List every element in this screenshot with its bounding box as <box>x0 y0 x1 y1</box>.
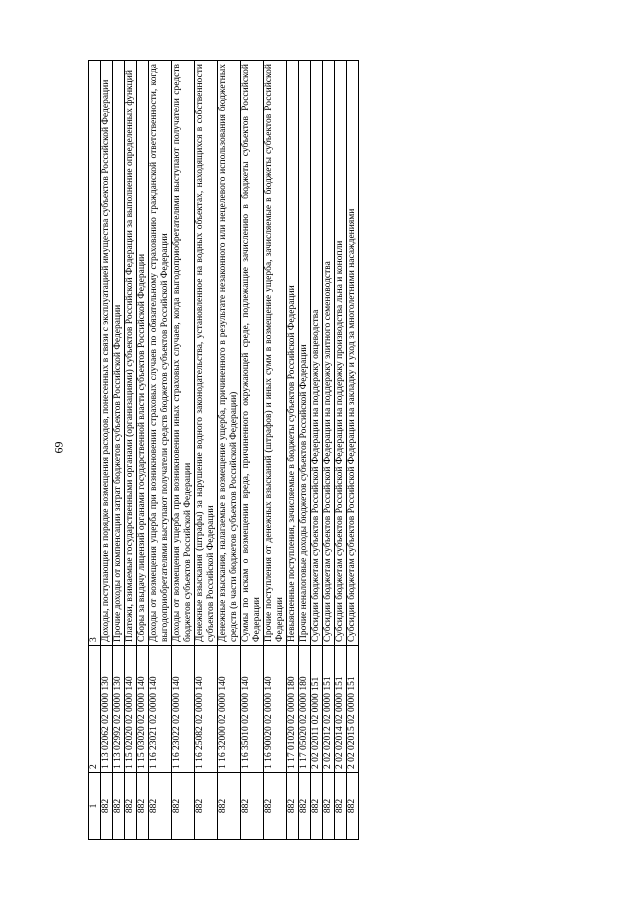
budget-code-cell: 2 02 02011 02 0000 151 <box>311 646 323 773</box>
table-row <box>299 61 311 840</box>
admin-code-cell: 882 <box>264 773 287 840</box>
table-row <box>241 61 264 840</box>
table-row <box>347 61 359 840</box>
table-row <box>264 61 287 840</box>
budget-code-cell: 2 02 02012 02 0000 151 <box>323 646 335 773</box>
admin-code-cell: 882 <box>347 773 359 840</box>
admin-code-cell: 882 <box>149 773 172 840</box>
header-col-3: 3 <box>89 61 101 646</box>
admin-code-cell: 882 <box>101 773 113 840</box>
budget-code-cell: 1 17 01020 02 0000 180 <box>287 646 299 773</box>
admin-code-cell: 882 <box>113 773 125 840</box>
revenue-name-cell: Субсидии бюджетам субъектов Российской Федерации на поддержку элитного семеноводства <box>323 61 335 646</box>
budget-code-cell: 2 02 02015 02 0000 151 <box>347 646 359 773</box>
revenue-name-cell: Доходы от возмещения ущерба при возникновении иных страховых случаев, когда выгодоприобретателями выступают получатели средств бюджетов субъектов Российской Федерации <box>172 61 195 646</box>
revenue-name-cell: Субсидии бюджетам субъектов Российской Федерации на поддержку овцеводства <box>311 61 323 646</box>
admin-code-cell: 882 <box>172 773 195 840</box>
budget-code-cell: 1 13 02992 02 0000 130 <box>113 646 125 773</box>
table-row <box>323 61 335 840</box>
admin-code-cell: 882 <box>125 773 137 840</box>
admin-code-cell: 882 <box>241 773 264 840</box>
budget-code-cell: 1 16 23021 02 0000 140 <box>149 646 172 773</box>
revenue-name-cell: Прочие доходы от компенсации затрат бюджетов субъектов Российской Федерации <box>113 61 125 646</box>
revenue-name-cell: Доходы, поступающие в порядке возмещения расходов, понесенных в связи с эксплуатацией имущества субъектов Российской Федерации <box>101 61 113 646</box>
table-row <box>101 61 113 840</box>
budget-code-cell: 1 16 32000 02 0000 140 <box>218 646 241 773</box>
revenue-name-cell: Прочие поступления от денежных взысканий (штрафов) и иных сумм в возмещение ущерба, зачисляемые в бюджеты субъектов Российской Федерации <box>264 61 287 646</box>
table-row <box>195 61 218 840</box>
budget-code-cell: 1 13 02062 02 0000 130 <box>101 646 113 773</box>
revenue-name-cell: Сборы за выдачу лицензий органами государственной власти субъектов Российской Федерации <box>137 61 149 646</box>
revenue-name-cell: Субсидии бюджетам субъектов Российской Федерации на поддержку производства льна и конопли <box>335 61 347 646</box>
admin-code-cell: 882 <box>287 773 299 840</box>
revenue-name-cell: Денежные взыскания (штрафы) за нарушение водного законодательства, установленное на водных объектах, находящихся в собственности субъектов Российской Федерации <box>195 61 218 646</box>
revenue-name-cell: Суммы по искам о возмещении вреда, причиненного окружающей среде, подлежащие зачислению в бюджеты субъектов Российской Федерации <box>241 61 264 646</box>
page-number: 69 <box>51 441 66 454</box>
budget-code-cell: 1 16 35010 02 0000 140 <box>241 646 264 773</box>
budget-code-cell: 1 16 23022 02 0000 140 <box>172 646 195 773</box>
revenue-codes-table <box>88 60 359 840</box>
header-col-1: 1 <box>89 773 101 840</box>
table-row <box>149 61 172 840</box>
revenue-name-cell: Денежные взыскания, налагаемые в возмещение ущерба, причиненного в результате незаконного или нецелевого использования бюджетных средств (в части бюджетов субъектов Российской Федерации) <box>218 61 241 646</box>
revenue-name-cell: Платежи, взимаемые государственными органами (организациями) субъектов Российской Федерации за выполнение определенных функций <box>125 61 137 646</box>
table-row <box>172 61 195 840</box>
admin-code-cell: 882 <box>299 773 311 840</box>
table-header-row <box>89 61 101 840</box>
budget-code-cell: 1 15 02020 02 0000 140 <box>125 646 137 773</box>
revenue-name-cell: Прочие неналоговые доходы бюджетов субъектов Российской Федерации <box>299 61 311 646</box>
table-row <box>335 61 347 840</box>
table-row <box>137 61 149 840</box>
admin-code-cell: 882 <box>335 773 347 840</box>
header-col-2: 2 <box>89 646 101 773</box>
revenue-name-cell: Субсидии бюджетам субъектов Российской Федерации на закладку и уход за многолетними насаждениями <box>347 61 359 646</box>
admin-code-cell: 882 <box>311 773 323 840</box>
revenue-name-cell: Невыясненные поступления, зачисляемые в бюджеты субъектов Российской Федерации <box>287 61 299 646</box>
budget-code-cell: 1 16 90020 02 0000 140 <box>264 646 287 773</box>
revenue-name-cell: Доходы от возмещения ущерба при возникновении страховых случаев по обязательному страхованию гражданской ответственности, когда выгодоприобретателями выступают получатели средств бюджетов субъектов Российской Федерации <box>149 61 172 646</box>
budget-code-cell: 1 15 03020 02 0000 140 <box>137 646 149 773</box>
budget-code-cell: 1 16 25082 02 0000 140 <box>195 646 218 773</box>
admin-code-cell: 882 <box>218 773 241 840</box>
table-row <box>113 61 125 840</box>
budget-code-cell: 2 02 02014 02 0000 151 <box>335 646 347 773</box>
table-row <box>218 61 241 840</box>
rotated-table-container <box>88 60 550 840</box>
table-row <box>125 61 137 840</box>
admin-code-cell: 882 <box>137 773 149 840</box>
admin-code-cell: 882 <box>195 773 218 840</box>
budget-code-cell: 1 17 05020 02 0000 180 <box>299 646 311 773</box>
table-row <box>287 61 299 840</box>
table-row <box>311 61 323 840</box>
admin-code-cell: 882 <box>323 773 335 840</box>
